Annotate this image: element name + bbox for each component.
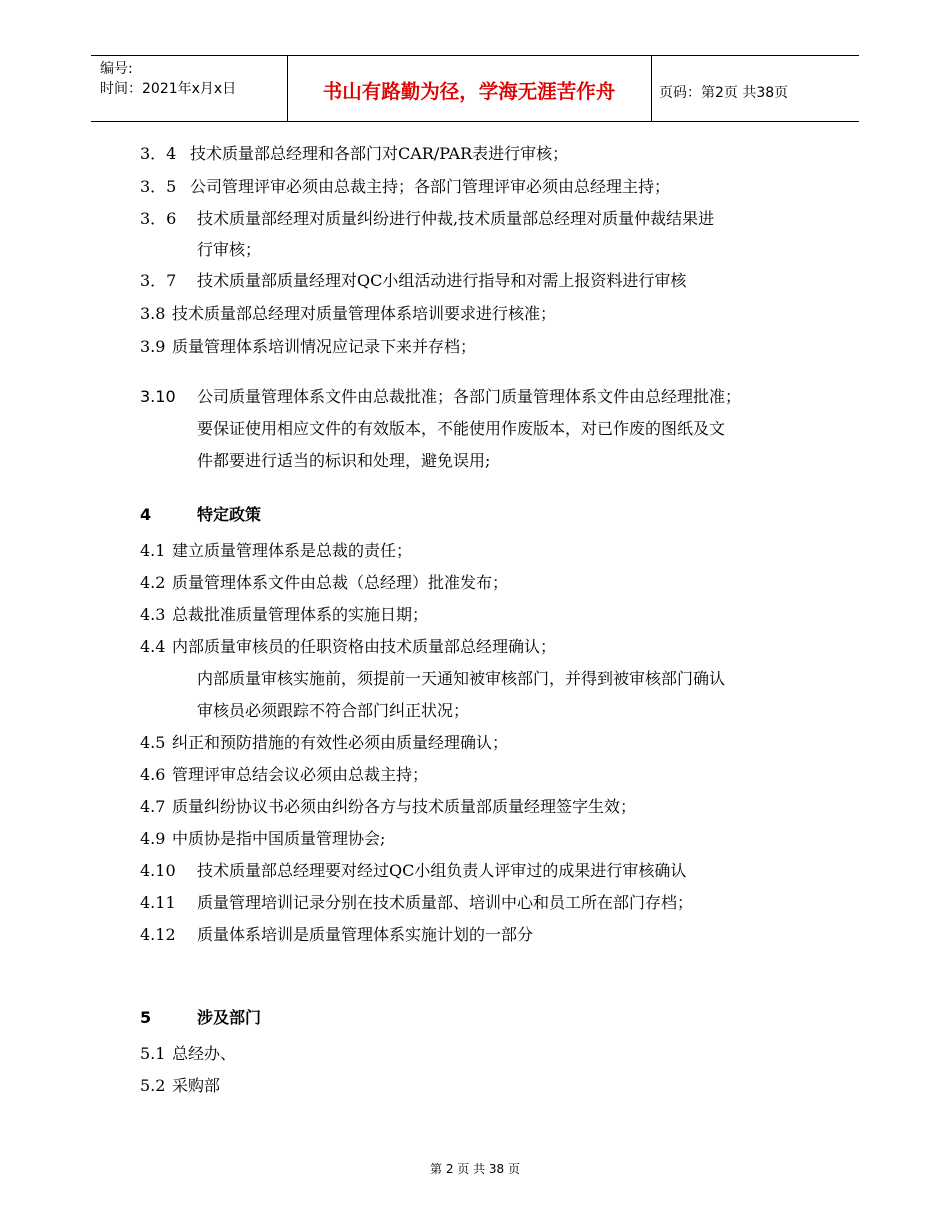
page-footer: 第 2 页 共 38 页 [430, 1162, 520, 1176]
list-item: 3．7 技术质量部质量经理对QC小组活动进行指导和对需上报资料进行审核 [140, 271, 687, 290]
list-item-continuation: 件都要进行适当的标识和处理，避免误用; [197, 451, 491, 470]
list-item: 5.1 总经办、 [140, 1044, 237, 1063]
header-divider-right [651, 55, 652, 122]
list-item: 4.2 质量管理体系文件由总裁（总经理）批准发布； [140, 573, 509, 592]
section-heading: 5 涉及部门 [140, 1008, 262, 1027]
list-item: 4.5 纠正和预防措施的有效性必须由质量经理确认； [140, 733, 509, 752]
list-item-continuation: 审核员必须跟踪不符合部门纠正状况； [197, 701, 470, 720]
header-top-rule [91, 55, 859, 56]
header-bottom-rule [91, 121, 859, 122]
page-number-label: 页码：第2页 共38页 [659, 85, 789, 101]
list-item: 3．5 公司管理评审必须由总裁主持；各部门管理评审必须由总经理主持； [140, 177, 671, 196]
list-item: 4.4 内部质量审核员的任职资格由技术质量部总经理确认； [140, 637, 557, 656]
list-item-continuation: 要保证使用相应文件的有效版本，不能使用作废版本，对已作废的图纸及文 [197, 419, 726, 438]
list-item: 4.11 质量管理培训记录分别在技术质量部、培训中心和员工所在部门存档； [140, 893, 694, 912]
list-item: 3．4 技术质量部总经理和各部门对CAR/PAR表进行审核； [140, 144, 569, 163]
doc-code-label: 编号: [100, 61, 133, 77]
list-item: 4.6 管理评审总结会议必须由总裁主持； [140, 765, 429, 784]
list-item: 3.10 公司质量管理体系文件由总裁批准；各部门质量管理体系文件由总经理批准； [140, 387, 742, 406]
header-motto: 书山有路勤为径，学海无涯苦作舟 [322, 80, 616, 103]
list-item: 4.9 中质协是指中国质量管理协会; [140, 829, 386, 848]
doc-date-label: 时间：2021年x月x日 [100, 81, 237, 97]
list-item: 5.2 采购部 [140, 1076, 221, 1095]
list-item: 3.9 质量管理体系培训情况应记录下来并存档； [140, 337, 477, 356]
list-item: 4.1 建立质量管理体系是总裁的责任； [140, 541, 413, 560]
list-item: 3.8 技术质量部总经理对质量管理体系培训要求进行核准； [140, 304, 557, 323]
section-heading: 4 特定政策 [140, 505, 262, 524]
list-item-continuation: 内部质量审核实施前，须提前一天通知被审核部门，并得到被审核部门确认 [197, 669, 726, 688]
list-item: 4.7 质量纠纷协议书必须由纠纷各方与技术质量部质量经理签字生效； [140, 797, 637, 816]
list-item-continuation: 行审核； [197, 240, 262, 259]
list-item: 4.12 质量体系培训是质量管理体系实施计划的一部分 [140, 925, 534, 944]
list-item: 4.10 技术质量部总经理要对经过QC小组负责人评审过的成果进行审核确认 [140, 861, 687, 880]
list-item: 4.3 总裁批准质量管理体系的实施日期； [140, 605, 429, 624]
list-item: 3．6 技术质量部经理对质量纠纷进行仲裁,技术质量部总经理对质量仲裁结果进 [140, 209, 715, 228]
